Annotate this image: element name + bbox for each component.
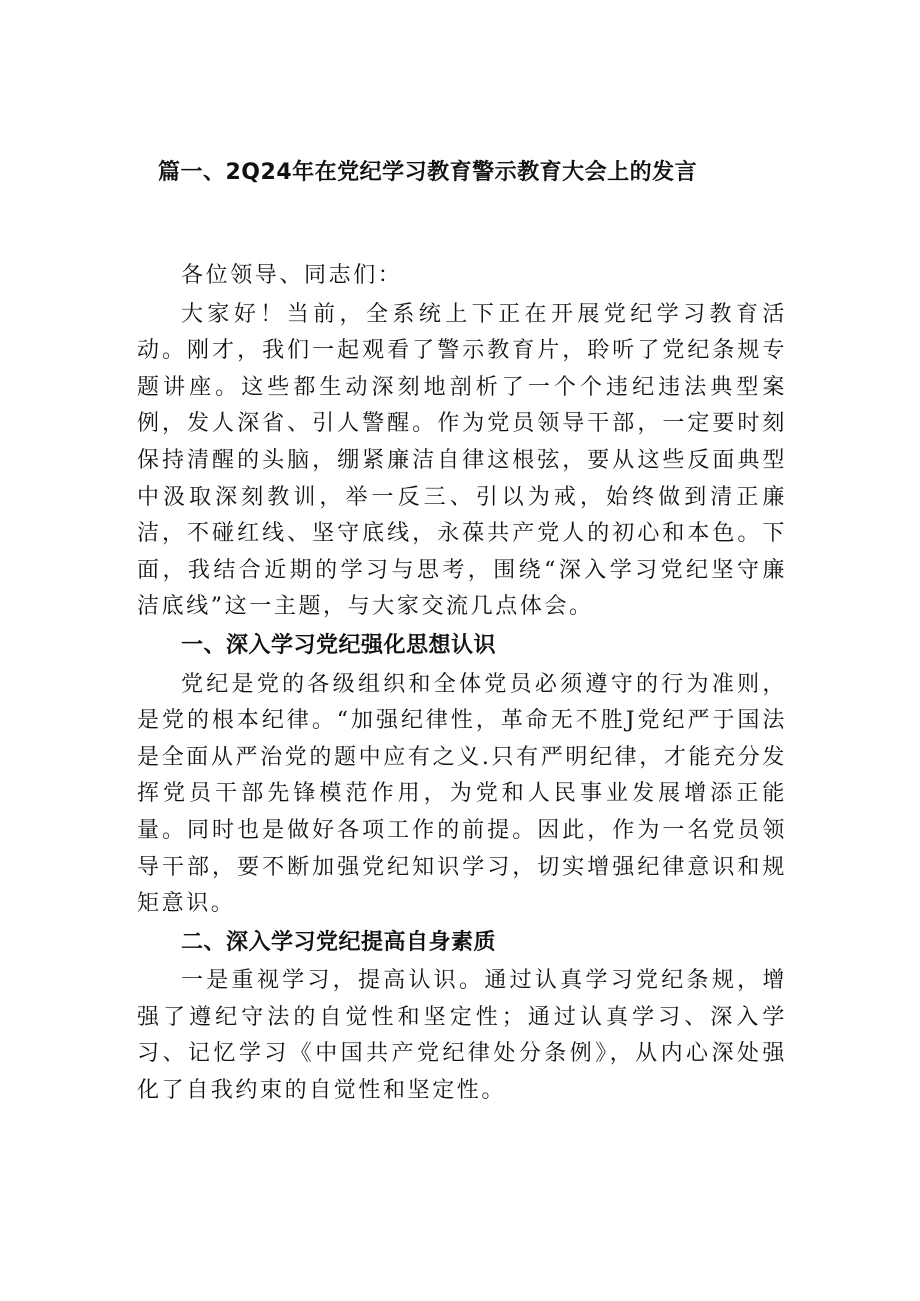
- greeting-paragraph: 各位领导、同志们：: [181, 263, 403, 288]
- intro-paragraph: 大家好！当前，全系统上下正在开展党纪学习教育活动。刚才，我们一起观看了警示教育片，聆听了党纪条规专题讲座。这些都生动深刻地剖析了一个个违纪违法典型案例，发人深省、引人警醒。作为党员领导干部，一定要时刻保持清醒的头脑，绷紧廉洁自律这根弦，要从这些反面典型中汲取深刻教训，举一反三、引以为戒，始终做到清正廉洁，不碰红线、坚守底线，永葆共产党人的初心和本色。下面，我结合近期的学习与思考，围绕“深入学习党纪坚守廉洁底线”这一主题，与大家交流几点体会。: [137, 301, 787, 620]
- section-1-paragraph: 党纪是党的各级组织和全体党员必须遵守的行为准则，是党的根本纪律。“加强纪律性，革命无不胜J党纪严于国法是全面从严治党的题中应有之义.只有严明纪律，才能充分发挥党员干部先锋模范作用，为党和人民事业发展增添正能量。同时也是做好各项工作的前提。因此，作为一名党员领导干部，要不断加强党纪知识学习，切实增强纪律意识和规矩意识。: [137, 671, 787, 917]
- document-title: 篇一、2Q24年在党纪学习教育警示教育大会上的发言: [158, 160, 698, 185]
- document-body: [137, 258, 787, 1110]
- section-heading-2: 二、深入学习党纪提高自身素质: [181, 929, 497, 955]
- section-heading-1: 一、深入学习党纪强化思想认识: [181, 632, 497, 658]
- section-2-paragraph: 一是重视学习，提高认识。通过认真学习党纪条规，增强了遵纪守法的自觉性和坚定性；通过认真学习、深入学习、记忆学习《中国共产党纪律处分条例》，从内心深处强化了自我约束的自觉性和坚定性。: [137, 968, 787, 1104]
